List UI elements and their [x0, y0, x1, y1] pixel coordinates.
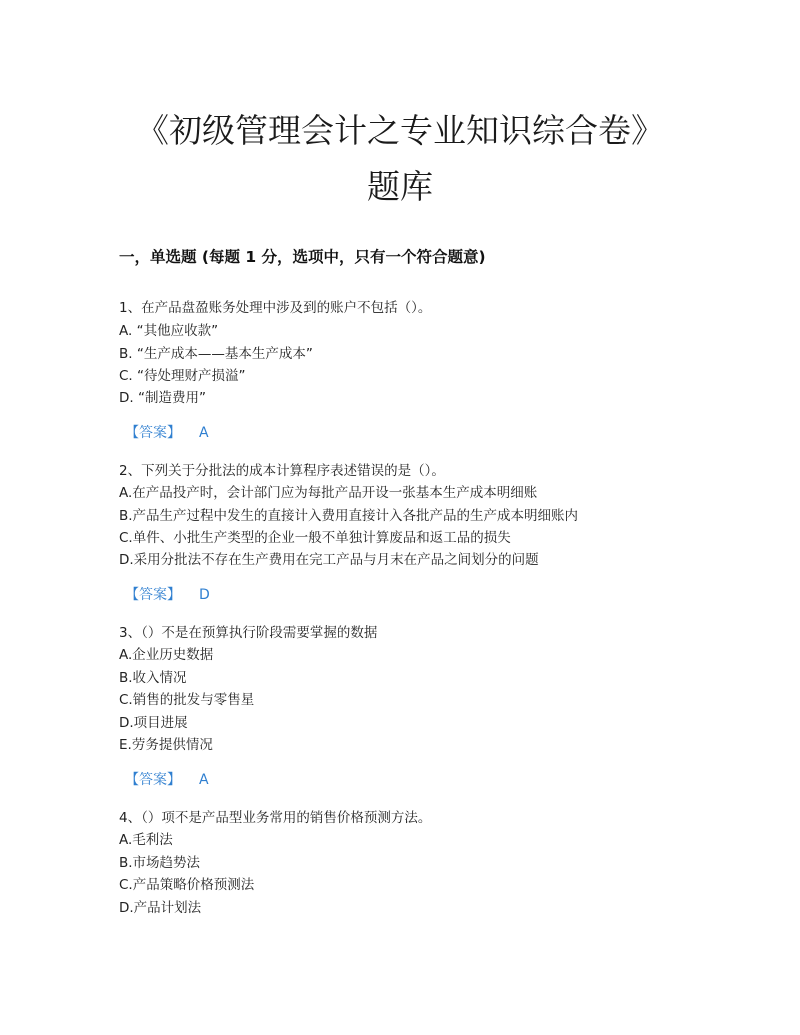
question-2-option-a: A.在产品投产时，会计部门应为每批产品开设一张基本生产成本明细账 — [119, 485, 538, 501]
question-2-stem: 2、下列关于分批法的成本计算程序表述错误的是（）。 — [119, 463, 445, 479]
question-1-option-d: D. “制造费用” — [119, 390, 206, 406]
answer-tag: 【答案】 — [125, 425, 181, 441]
question-1-stem: 1、在产品盘盈账务处理中涉及到的账户不包括（）。 — [119, 300, 432, 316]
question-1-option-a: A. “其他应收款” — [119, 323, 219, 339]
question-3-answer — [125, 769, 209, 789]
answer-value: A — [199, 425, 209, 441]
question-4-option-b: B.市场趋势法 — [119, 855, 201, 871]
question-1-option-b: B. “生产成本——基本生产成本” — [119, 346, 313, 362]
question-3-option-a: A.企业历史数据 — [119, 647, 214, 663]
answer-tag: 【答案】 — [125, 772, 181, 788]
question-4-stem: 4、（）项不是产品型业务常用的销售价格预测方法。 — [119, 810, 432, 826]
answer-value: A — [199, 772, 209, 788]
question-3-stem: 3、（）不是在预算执行阶段需要掌握的数据 — [119, 625, 378, 641]
document-title — [0, 103, 800, 215]
question-2-option-c: C.单件、小批生产类型的企业一般不单独计算废品和返工品的损失 — [119, 530, 511, 546]
question-2-answer — [125, 584, 210, 604]
title-line-2: 题库 — [367, 167, 433, 206]
question-3-option-c: C.销售的批发与零售星 — [119, 692, 255, 708]
answer-tag: 【答案】 — [125, 587, 181, 603]
question-3-option-b: B.收入情况 — [119, 670, 187, 686]
question-1-answer — [125, 422, 209, 442]
question-3-option-e: E.劳务提供情况 — [119, 737, 213, 753]
question-4-option-d: D.产品计划法 — [119, 900, 202, 916]
question-2-option-d: D.采用分批法不存在生产费用在完工产品与月末在产品之间划分的问题 — [119, 552, 539, 568]
question-4-option-c: C.产品策略价格预测法 — [119, 877, 255, 893]
section-heading: 一，单选题 (每题 1 分，选项中，只有一个符合题意) — [119, 248, 486, 266]
answer-value: D — [199, 587, 210, 603]
question-1-option-c: C. “待处理财产损溢” — [119, 368, 246, 384]
question-3-option-d: D.项目进展 — [119, 715, 188, 731]
question-4-option-a: A.毛利法 — [119, 832, 173, 848]
question-2-option-b: B.产品生产过程中发生的直接计入费用直接计入各批产品的生产成本明细账内 — [119, 508, 579, 524]
title-line-1: 《初级管理会计之专业知识综合卷》 — [136, 111, 664, 150]
